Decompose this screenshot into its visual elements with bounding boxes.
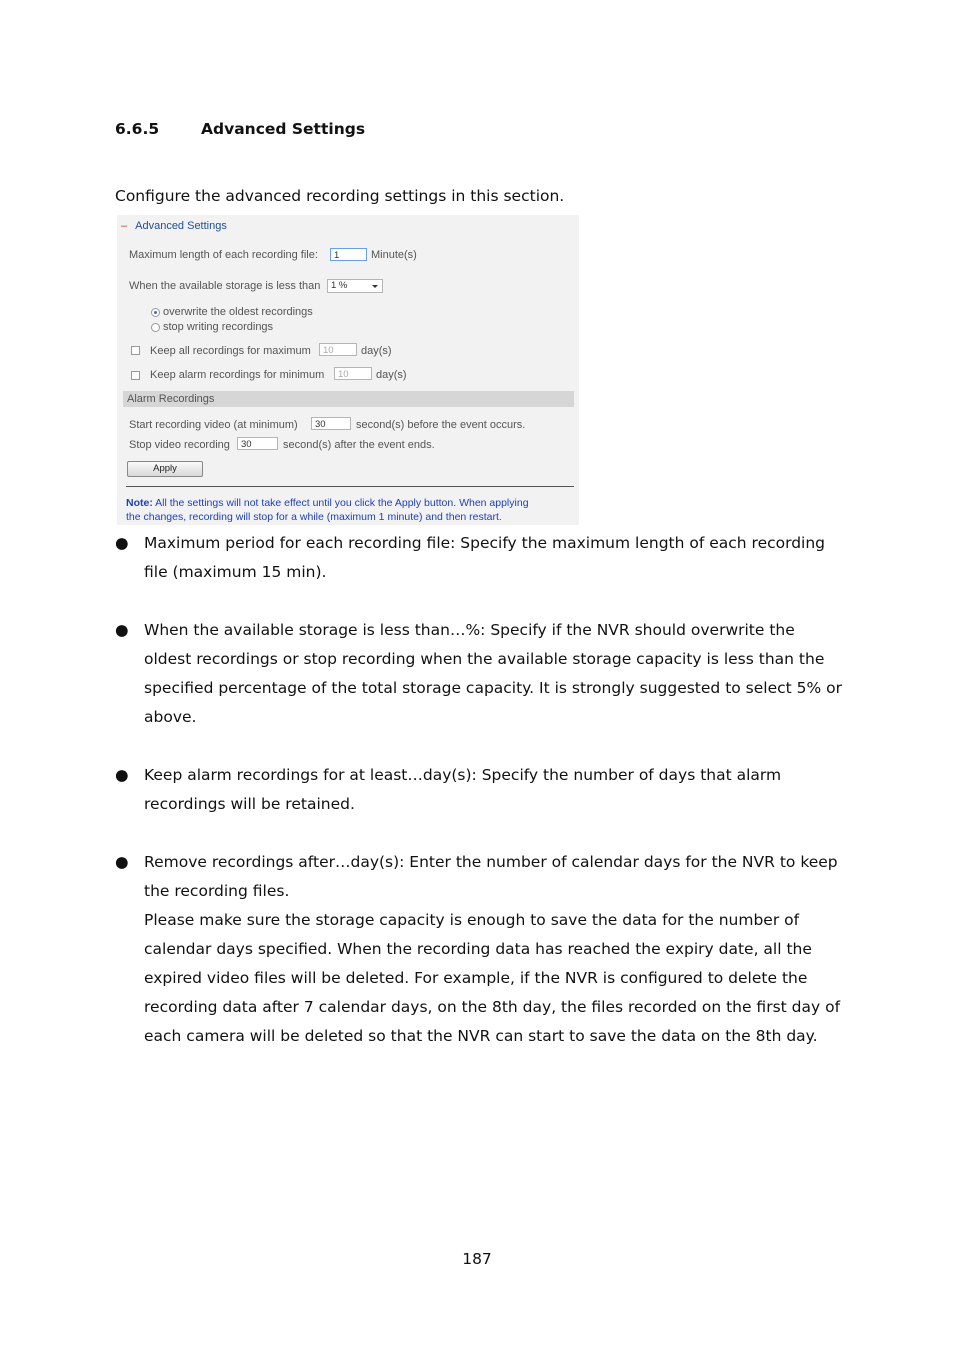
keep-alarm-input[interactable]: 10 <box>334 367 372 380</box>
list-item <box>115 529 845 587</box>
intro-text: Configure the advanced recording settings in this section. <box>115 187 565 205</box>
advanced-settings-screenshot <box>117 215 579 525</box>
bullet-text: Maximum period for each recording file: Specify the maximum length of each recording file (maximum 15 min). <box>144 534 826 581</box>
keep-all-label: Keep all recordings for maximum <box>150 345 311 357</box>
advanced-settings-title: Advanced Settings <box>135 220 227 232</box>
advanced-settings-header[interactable] <box>121 220 227 232</box>
bullet-text: Remove recordings after…day(s): Enter the number of calendar days for the NVR to keep the recording files. <box>144 853 838 900</box>
max-length-unit: Minute(s) <box>371 249 417 261</box>
stop-writing-radio[interactable] <box>151 323 160 332</box>
note-line-1 <box>126 496 529 510</box>
list-item <box>115 761 845 819</box>
start-recording-input[interactable]: 30 <box>311 417 351 430</box>
note-label: Note: <box>126 497 153 509</box>
storage-percent-value: 1 % <box>331 280 348 291</box>
note-text-1: All the settings will not take effect until you click the Apply button. When applying <box>152 497 529 509</box>
section-number: 6.6.5 <box>115 120 160 138</box>
bullet-icon: ● <box>115 621 129 639</box>
bullet-list <box>115 529 845 1080</box>
keep-alarm-checkbox[interactable] <box>131 371 140 380</box>
note-text-2: the changes, recording will stop for a while (maximum 1 minute) and then restart. <box>126 511 502 523</box>
divider <box>126 486 574 487</box>
keep-all-unit: day(s) <box>361 345 392 357</box>
section-heading <box>115 120 365 138</box>
overwrite-radio[interactable] <box>151 308 160 317</box>
alarm-recordings-bar: Alarm Recordings <box>123 391 574 407</box>
max-length-input[interactable]: 1 <box>330 248 367 261</box>
list-item <box>115 616 845 732</box>
stop-recording-label: Stop video recording <box>129 439 230 451</box>
stop-writing-label: stop writing recordings <box>163 321 274 333</box>
storage-label: When the available storage is less than <box>129 280 321 292</box>
bullet-icon: ● <box>115 766 129 784</box>
start-recording-unit: second(s) before the event occurs. <box>356 419 526 431</box>
bullet-text: Keep alarm recordings for at least…day(s): Specify the number of days that alarm recordings will be retained. <box>144 766 782 813</box>
keep-alarm-unit: day(s) <box>376 369 407 381</box>
chevron-down-icon <box>372 285 378 288</box>
keep-alarm-label: Keep alarm recordings for minimum <box>150 369 325 381</box>
storage-percent-select[interactable] <box>327 279 383 293</box>
apply-note <box>126 496 529 524</box>
stop-recording-unit: second(s) after the event ends. <box>283 439 435 451</box>
keep-all-checkbox[interactable] <box>131 346 140 355</box>
apply-button[interactable]: Apply <box>127 461 203 477</box>
bullet-text: When the available storage is less than…%: Specify if the NVR should overwrite the oldest recordings or stop recording when the available storage capacity is less than the specified percentage of the total storage capacity. It is strongly suggested to select 5% or above. <box>144 621 843 726</box>
list-item <box>115 848 845 1051</box>
stop-recording-input[interactable]: 30 <box>237 437 278 450</box>
bullet-extra-text: Please make sure the storage capacity is enough to save the data for the number of calendar days specified. When the recording data has reached the expiry date, all the expired video files will be deleted. For example, if the NVR is configured to delete the recording data after 7 calendar days, on the 8th day, the files recorded on the first day of each camera will be deleted so that the NVR can start to save the data on the 8th day. <box>144 911 841 1045</box>
overwrite-label: overwrite the oldest recordings <box>163 306 313 318</box>
bullet-icon: ● <box>115 853 129 871</box>
max-length-label: Maximum length of each recording file: <box>129 249 318 261</box>
bullet-icon: ● <box>115 534 129 552</box>
section-title: Advanced Settings <box>201 120 366 138</box>
page-number: 187 <box>462 1250 492 1268</box>
keep-all-input[interactable]: 10 <box>319 343 357 356</box>
start-recording-label: Start recording video (at minimum) <box>129 419 298 431</box>
collapse-icon[interactable]: – <box>121 220 128 232</box>
